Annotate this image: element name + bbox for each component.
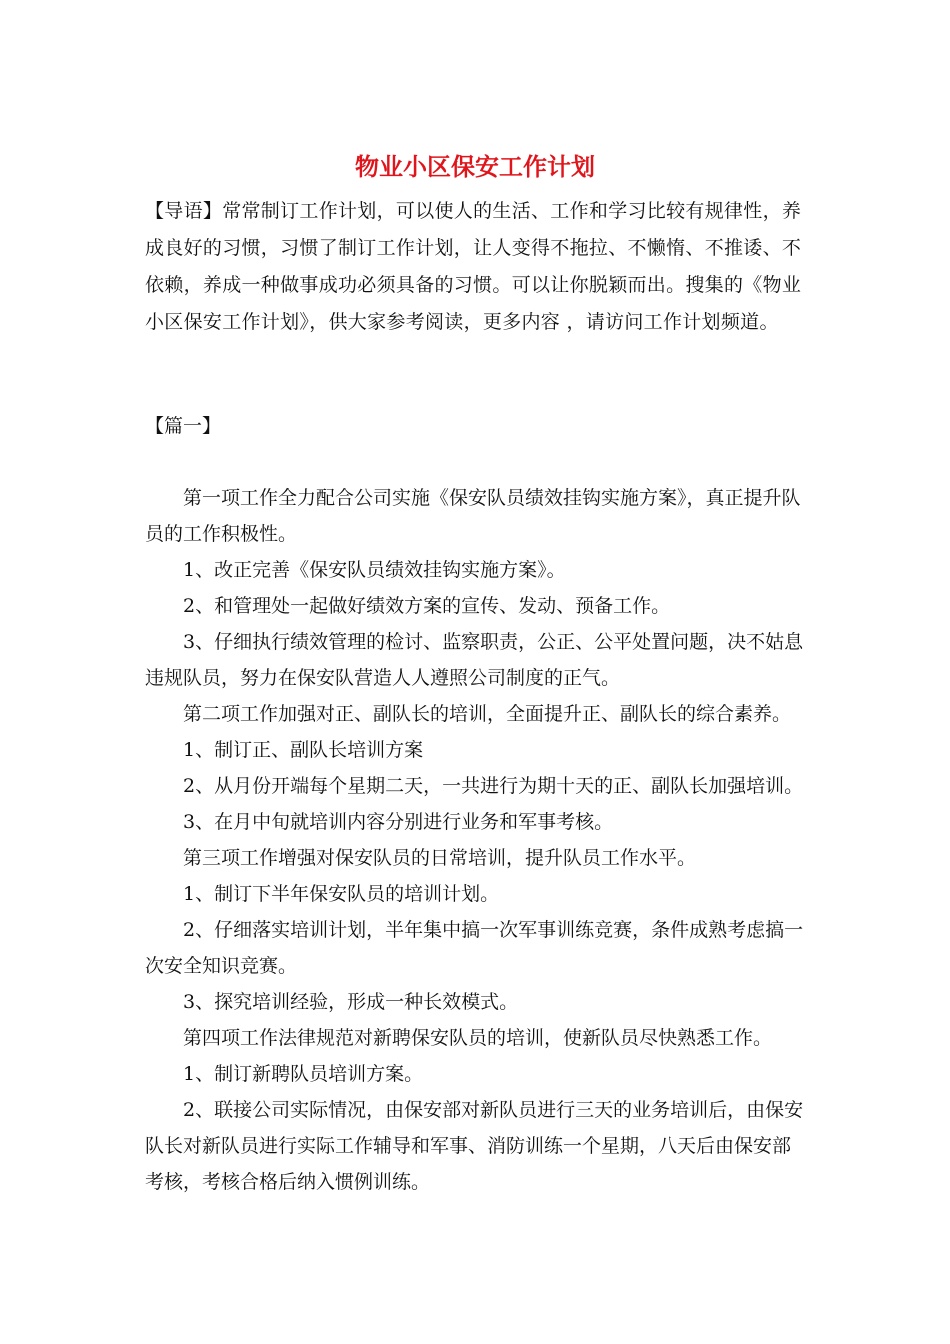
paragraph: 3、仔细执行绩效管理的检讨、监察职责，公正、公平处置问题，决不姑息违规队员，努力在保安队营造人人遵照公司制度的正气。	[145, 631, 804, 689]
paragraph: 1、改正完善《保安队员绩效挂钩实施方案》。	[183, 559, 566, 581]
paragraph: 2、仔细落实培训计划，半年集中搞一次军事训练竞赛，条件成熟考虑搞一次安全知识竞赛。	[145, 919, 804, 977]
paragraph: 第二项工作加强对正、副队长的培训，全面提升正、副队长的综合素养。	[183, 703, 792, 725]
document-title: 物业小区保安工作计划	[355, 152, 595, 181]
paragraph: 第三项工作增强对保安队员的日常培训，提升队员工作水平。	[183, 847, 697, 869]
section-label: 【篇一】	[145, 415, 222, 437]
paragraph: 2、联接公司实际情况，由保安部对新队员进行三天的业务培训后，由保安队长对新队员进行实际工作辅导和军事、消防训练一个星期，八天后由保安部考核，考核合格后纳入惯例训练。	[145, 1099, 804, 1193]
paragraph: 2、和管理处一起做好绩效方案的宣传、发动、预备工作。	[183, 595, 671, 617]
paragraph: 3、在月中旬就培训内容分别进行业务和军事考核。	[183, 811, 614, 833]
paragraph: 1、制订下半年保安队员的培训计划。	[183, 883, 500, 905]
paragraph: 3、探究培训经验，形成一种长效模式。	[183, 991, 519, 1013]
paragraph: 1、制订正、副队长培训方案	[183, 739, 424, 761]
paragraph: 1、制订新聘队员培训方案。	[183, 1063, 424, 1085]
paragraph: 2、从月份开端每个星期二天，一共进行为期十天的正、副队长加强培训。	[183, 775, 804, 797]
paragraph: 第一项工作全力配合公司实施《保安队员绩效挂钩实施方案》，真正提升队员的工作积极性。	[145, 487, 801, 545]
document-body	[145, 480, 807, 1200]
intro-paragraph: 【导语】常常制订工作计划，可以使人的生活、工作和学习比较有规律性，养成良好的习惯，习惯了制订工作计划，让人变得不拖拉、不懒惰、不推诿、不依赖，养成一种做事成功必须具备的习惯。可以让你脱颖而出。搜集的《物业小区保安工作计划》，供大家参考阅读，更多内容 ，请访问工作计划频道。	[145, 200, 802, 333]
paragraph: 第四项工作法律规范对新聘保安队员的培训，使新队员尽快熟悉工作。	[183, 1027, 773, 1049]
